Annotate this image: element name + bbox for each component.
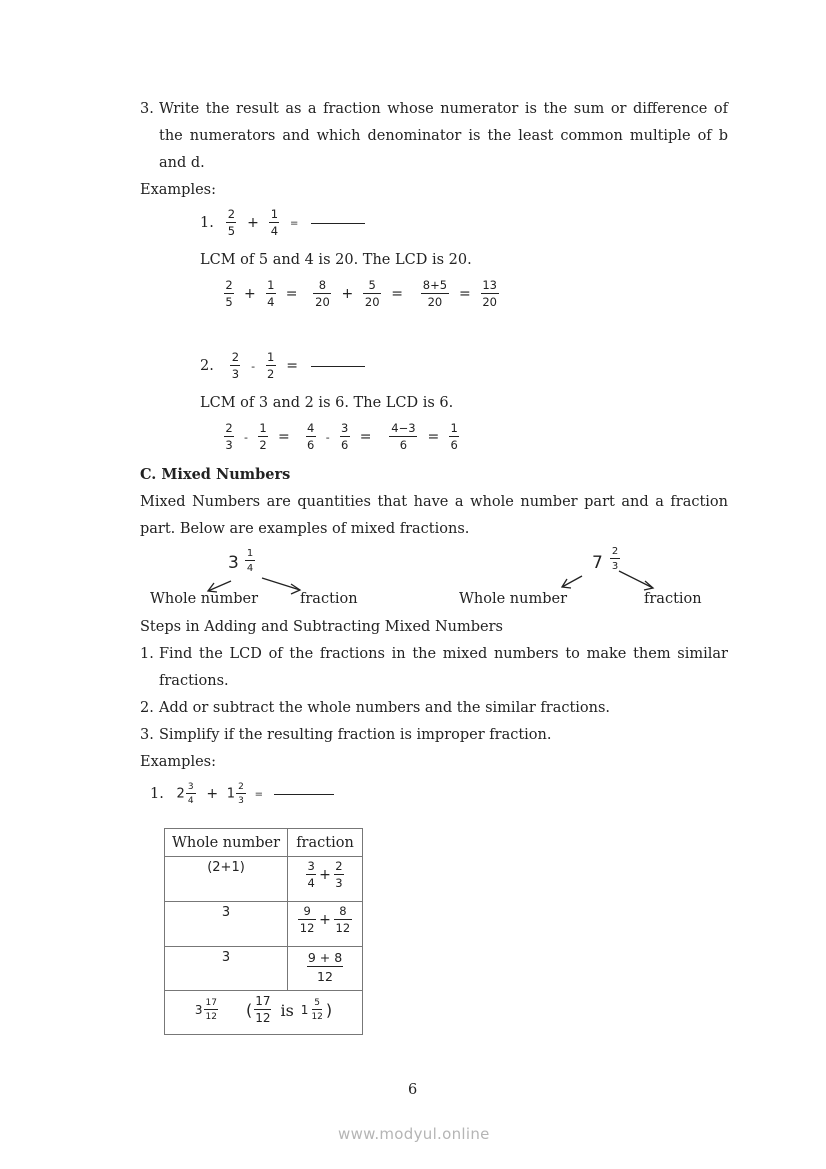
equals: = bbox=[286, 358, 298, 374]
table-header-row bbox=[165, 829, 363, 857]
example-2-problem bbox=[200, 351, 365, 381]
step-text: Simplify if the resulting fraction is improper fraction. bbox=[159, 727, 552, 743]
example-number: 1. bbox=[150, 786, 164, 802]
step-text-line2: the numerators and which denominator is the least common multiple of b bbox=[159, 128, 728, 144]
fraction: $\frac{1}{4}$ bbox=[270, 207, 279, 238]
whole-number-label: Whole number bbox=[150, 591, 259, 607]
whole-cell: (2+1) bbox=[165, 857, 288, 902]
fraction: $\frac{4-3}{6}$ bbox=[391, 421, 416, 452]
fraction: $\frac{2}{3}$ bbox=[335, 859, 343, 890]
fraction-part: $\frac{2}{3}$ bbox=[611, 546, 619, 572]
fraction: $\frac{2}{3}$ bbox=[225, 421, 233, 452]
step-1 bbox=[140, 641, 728, 668]
fraction: $\frac{9 + 8}{12}$ bbox=[307, 950, 343, 984]
step-number: 1. bbox=[140, 646, 154, 662]
equals: = bbox=[285, 286, 298, 302]
example-number: 1. bbox=[200, 215, 214, 231]
steps-section bbox=[140, 614, 728, 776]
examples-label: Examples: bbox=[140, 182, 216, 198]
whole-part: 1 bbox=[226, 786, 235, 802]
step-3 bbox=[140, 96, 728, 204]
table-result-row bbox=[165, 991, 363, 1035]
fraction-label: fraction bbox=[300, 591, 358, 607]
fraction: $\frac{9}{12}$ bbox=[299, 904, 315, 935]
table-row bbox=[165, 857, 363, 902]
is-text: is bbox=[280, 1000, 294, 1020]
intro-line2: part. Below are examples of mixed fractions. bbox=[140, 521, 470, 537]
arrow-icon bbox=[0, 570, 826, 610]
operator: + bbox=[319, 912, 331, 928]
fraction-cell bbox=[288, 947, 363, 991]
step-text: Add or subtract the whole numbers and the similar fractions. bbox=[159, 700, 611, 716]
whole-part: 7 bbox=[592, 553, 603, 573]
operator: - bbox=[325, 430, 330, 444]
watermark: www.modyul.online bbox=[338, 1125, 490, 1143]
fraction-label: fraction bbox=[644, 591, 702, 607]
fraction: $\frac{17}{12}$ bbox=[205, 998, 217, 1022]
table-header: Whole number bbox=[165, 829, 288, 857]
answer-blank bbox=[311, 223, 365, 224]
equals: = bbox=[359, 429, 372, 445]
equals: = bbox=[427, 429, 440, 445]
step-text-line1: Write the result as a fraction whose numerator is the sum or difference of bbox=[159, 101, 728, 117]
fraction-part: $\frac{1}{4}$ bbox=[246, 548, 254, 574]
result-cell bbox=[165, 991, 363, 1035]
equals: = bbox=[391, 286, 403, 302]
operator: - bbox=[251, 359, 256, 373]
example-2-lcm: LCM of 3 and 2 is 6. The LCD is 6. bbox=[200, 395, 454, 411]
step-3 bbox=[140, 722, 728, 749]
operator: + bbox=[341, 286, 354, 302]
fraction: $\frac{8+5}{20}$ bbox=[422, 278, 448, 309]
whole-part: 3 bbox=[228, 553, 239, 573]
examples-label: Examples: bbox=[140, 754, 216, 770]
operator: + bbox=[206, 786, 219, 802]
example-1-problem bbox=[200, 208, 365, 238]
equals: = bbox=[458, 286, 471, 302]
operator: + bbox=[247, 215, 259, 231]
fraction-cell bbox=[288, 857, 363, 902]
fraction: $\frac{13}{20}$ bbox=[482, 278, 497, 309]
step-number: 3. bbox=[140, 101, 154, 117]
fraction: $\frac{3}{4}$ bbox=[307, 859, 315, 890]
fraction-cell bbox=[288, 902, 363, 947]
fraction: $\frac{3}{6}$ bbox=[341, 421, 349, 452]
fraction: $\frac{1}{2}$ bbox=[259, 421, 267, 452]
step-number: 2. bbox=[140, 700, 154, 716]
fraction: $\frac{2}{3}$ bbox=[236, 782, 246, 806]
equals: = bbox=[290, 217, 299, 229]
equals: = bbox=[277, 429, 290, 445]
table-row bbox=[165, 902, 363, 947]
example-1-lcm: LCM of 5 and 4 is 20. The LCD is 20. bbox=[200, 252, 472, 268]
whole-part: 3 bbox=[194, 1003, 203, 1017]
whole-part: 1 bbox=[300, 1003, 309, 1017]
whole-number-label: Whole number bbox=[459, 591, 568, 607]
paren: ) bbox=[325, 1000, 333, 1020]
mixed-number-table bbox=[164, 828, 363, 1035]
example-1-solution bbox=[222, 279, 501, 309]
fraction: $\frac{3}{4}$ bbox=[186, 782, 196, 806]
fraction: $\frac{4}{6}$ bbox=[307, 421, 315, 452]
whole-part: 2 bbox=[176, 786, 185, 802]
intro-line1: Mixed Numbers are quantities that have a whole number part and a fraction bbox=[140, 494, 728, 510]
equals: = bbox=[254, 788, 263, 800]
whole-cell: 3 bbox=[165, 947, 288, 991]
page-number: 6 bbox=[408, 1082, 418, 1098]
operator: + bbox=[244, 286, 256, 302]
operator: + bbox=[319, 867, 331, 883]
answer-blank bbox=[311, 366, 365, 367]
fraction: $\frac{8}{20}$ bbox=[315, 278, 330, 309]
table-header: fraction bbox=[288, 829, 363, 857]
step-text-cont: fractions. bbox=[159, 673, 229, 689]
mixed-example-1-problem bbox=[150, 782, 334, 806]
example-number: 2. bbox=[200, 358, 214, 374]
steps-title: Steps in Adding and Subtracting Mixed Numbers bbox=[140, 619, 503, 635]
section-c-heading: C. Mixed Numbers bbox=[140, 466, 291, 483]
fraction: $\frac{17}{12}$ bbox=[255, 994, 271, 1025]
fraction: $\frac{5}{20}$ bbox=[364, 278, 380, 309]
table-row bbox=[165, 947, 363, 991]
fraction: $\frac{8}{12}$ bbox=[335, 904, 351, 935]
fraction: $\frac{5}{12}$ bbox=[311, 998, 323, 1022]
fraction: $\frac{2}{5}$ bbox=[225, 278, 233, 309]
operator: - bbox=[244, 430, 248, 444]
fraction: $\frac{2}{3}$ bbox=[231, 350, 240, 381]
fraction: $\frac{2}{5}$ bbox=[227, 207, 236, 238]
step-text-line3: and d. bbox=[159, 155, 205, 171]
step-number: 3. bbox=[140, 727, 154, 743]
paren: ( bbox=[245, 1000, 253, 1020]
fraction: $\frac{1}{6}$ bbox=[450, 421, 458, 452]
step-2 bbox=[140, 695, 728, 722]
whole-cell: 3 bbox=[165, 902, 288, 947]
fraction: $\frac{1}{4}$ bbox=[267, 278, 275, 309]
section-c-intro bbox=[140, 489, 728, 543]
step-text: Find the LCD of the fractions in the mixed numbers to make them similar bbox=[159, 646, 728, 662]
fraction: $\frac{1}{2}$ bbox=[266, 350, 275, 381]
example-2-solution bbox=[222, 422, 461, 452]
answer-blank bbox=[274, 794, 334, 795]
